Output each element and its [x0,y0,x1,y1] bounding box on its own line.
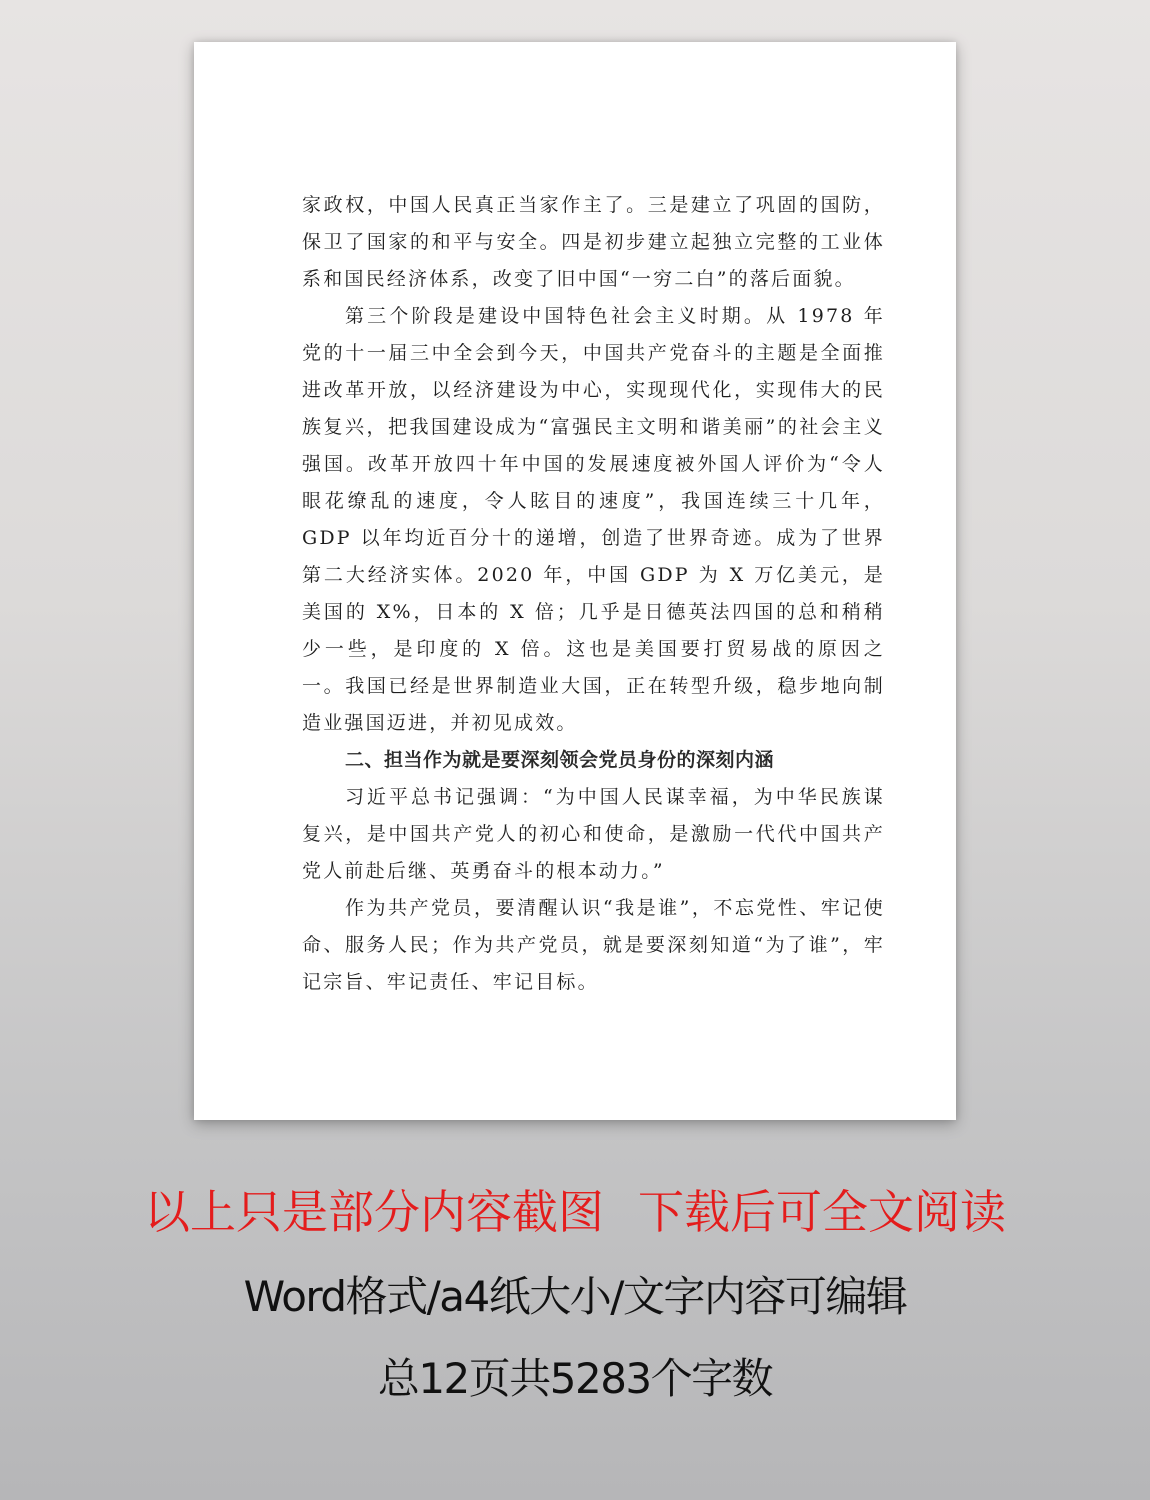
document-content [302,187,885,1001]
paragraph-party-member: 作为共产党员，要清醒认识“我是谁”，不忘党性、牢记使命、服务人民；作为共产党员，就是要深刻知道“为了谁”，牢记宗旨、牢记责任、牢记目标。 [302,897,885,993]
paragraph-third-stage: 第三个阶段是建设中国特色社会主义时期。从 1978 年党的十一届三中全会到今天，中国共产党奋斗的主题是全面推进改革开放，以经济建设为中心，实现现代化，实现伟大的民族复兴，把我国建设成为“富强民主文明和谐美丽”的社会主义强国。改革开放四十年中国的发展速度被外国人评价为“令人眼花缭乱的速度，令人眩目的速度”，我国连续三十几年，GDP 以年均近百分十的递增，创造了世界奇迹。成为了世界第二大经济实体。2020 年，中国 GDP 为 X 万亿美元，是美国的 X%，日本的 X 倍；几乎是日德英法四国的总和稍稍少一些，是印度的 X 倍。这也是美国要打贸易战的原因之一。我国已经是世界制造业大国，正在转型升级，稳步地向制造业强国迈进，并初见成效。 [302,305,885,734]
page-word-count: 总12页共5283个字数 [377,1354,773,1403]
paragraph-quote: 习近平总书记强调：“为中国人民谋幸福，为中华民族谋复兴，是中国共产党人的初心和使命，是激励一代代中国共产党人前赴后继、英勇奋斗的根本动力。” [302,786,885,882]
partial-preview-notice [0,1176,1150,1242]
format-info: Word格式/a4纸大小/文字内容可编辑 [243,1272,907,1321]
paragraph-continuation: 家政权，中国人民真正当家作主了。三是建立了巩固的国防，保卫了国家的和平与安全。四是初步建立起独立完整的工业体系和国民经济体系，改变了旧中国“一穷二白”的落后面貌。 [302,194,885,290]
notice-part2: 下载后可全文阅读 [638,1185,1006,1239]
notice-part1: 以上只是部分内容截图 [144,1185,604,1239]
document-page [194,42,956,1120]
section-heading: 二、担当作为就是要深刻领会党员身份的深刻内涵 [345,749,775,771]
